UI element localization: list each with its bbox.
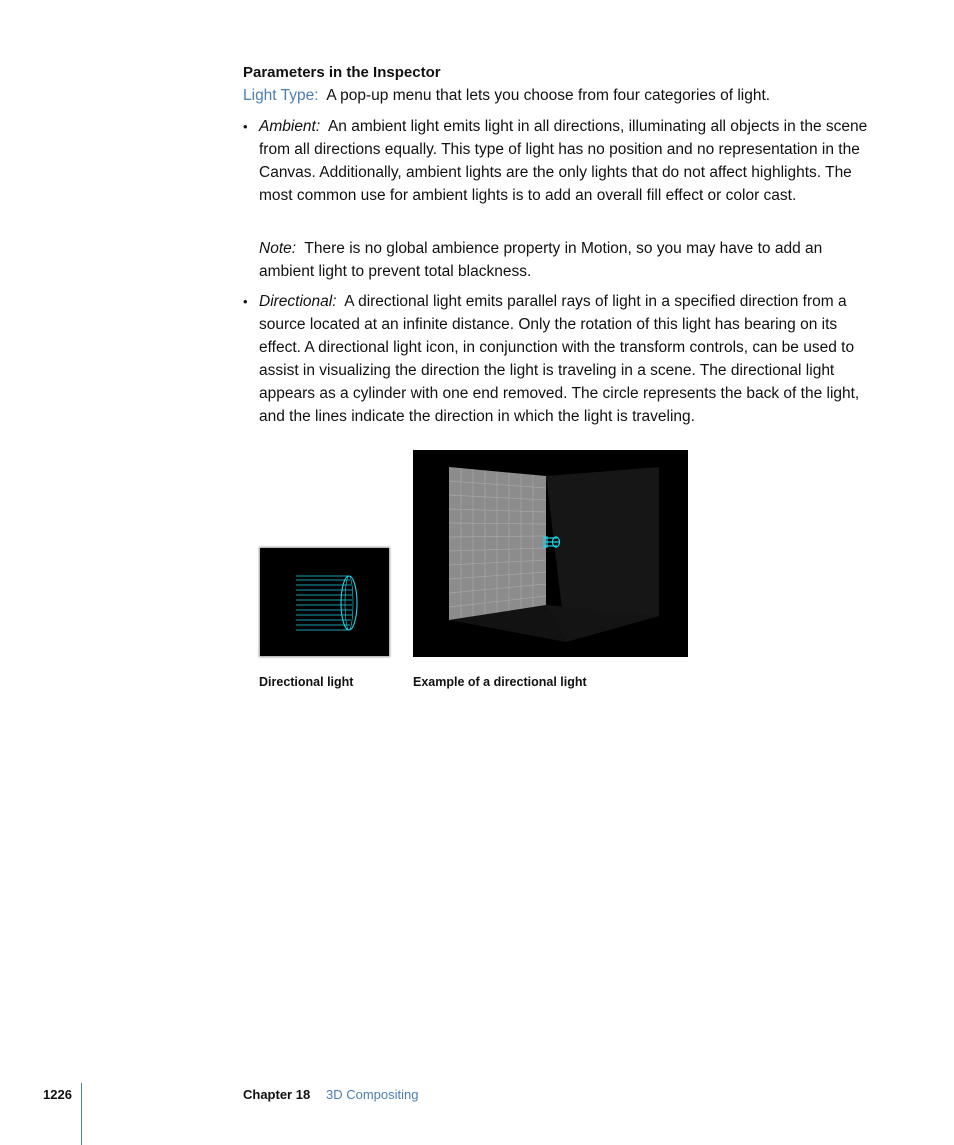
light-type-term: Light Type: — [243, 87, 319, 104]
directional-text: A directional light emits parallel rays of light in a specified direction from a source located at an infinite distance. Only the rotation of this light has bearing on its effect. A directional light icon, in conjunction with the transform controls, can be used to assist in visualizing the direction the light is traveling in a scene. The directional light appears as a cylinder with one end removed. The circle represents the back of the light, and the lines indicate the direction in which the light is traveling. — [259, 293, 860, 425]
directional-light-figure — [260, 548, 389, 656]
note-term: Note: — [259, 240, 297, 257]
figure-caption: Example of a directional light — [413, 675, 587, 689]
directional-term: Directional: — [259, 293, 337, 310]
note-text: There is no global ambience property in Motion, so you may have to add an ambient light to prevent total blackness. — [259, 240, 823, 280]
bullet-marker: • — [243, 294, 248, 309]
footer-chapter-title: 3D Compositing — [326, 1087, 419, 1102]
ambient-note — [259, 237, 875, 283]
light-type-parameter — [243, 87, 770, 105]
section-heading: Parameters in the Inspector — [243, 64, 441, 81]
footer-divider — [81, 1083, 82, 1145]
directional-bullet — [243, 290, 875, 428]
ambient-term: Ambient: — [259, 118, 321, 135]
page-number: 1226 — [43, 1087, 72, 1102]
ambient-text: An ambient light emits light in all directions, illuminating all objects in the scene from all directions equally. This type of light has no position and no representation in the Canvas. Additionally, ambient lights are the only lights that do not affect highlights. The most common use for ambient lights is to add an overall fill effect or color cast. — [259, 118, 868, 204]
directional-light-cylinder-icon — [260, 548, 389, 656]
directional-light-example-figure — [413, 450, 688, 657]
ambient-bullet — [243, 115, 875, 207]
light-type-description: A pop-up menu that lets you choose from four categories of light. — [326, 87, 771, 104]
figure-caption: Directional light — [259, 675, 354, 689]
example-scene-image — [413, 450, 688, 657]
footer-chapter: Chapter 18 — [243, 1087, 311, 1102]
bullet-marker: • — [243, 119, 248, 134]
